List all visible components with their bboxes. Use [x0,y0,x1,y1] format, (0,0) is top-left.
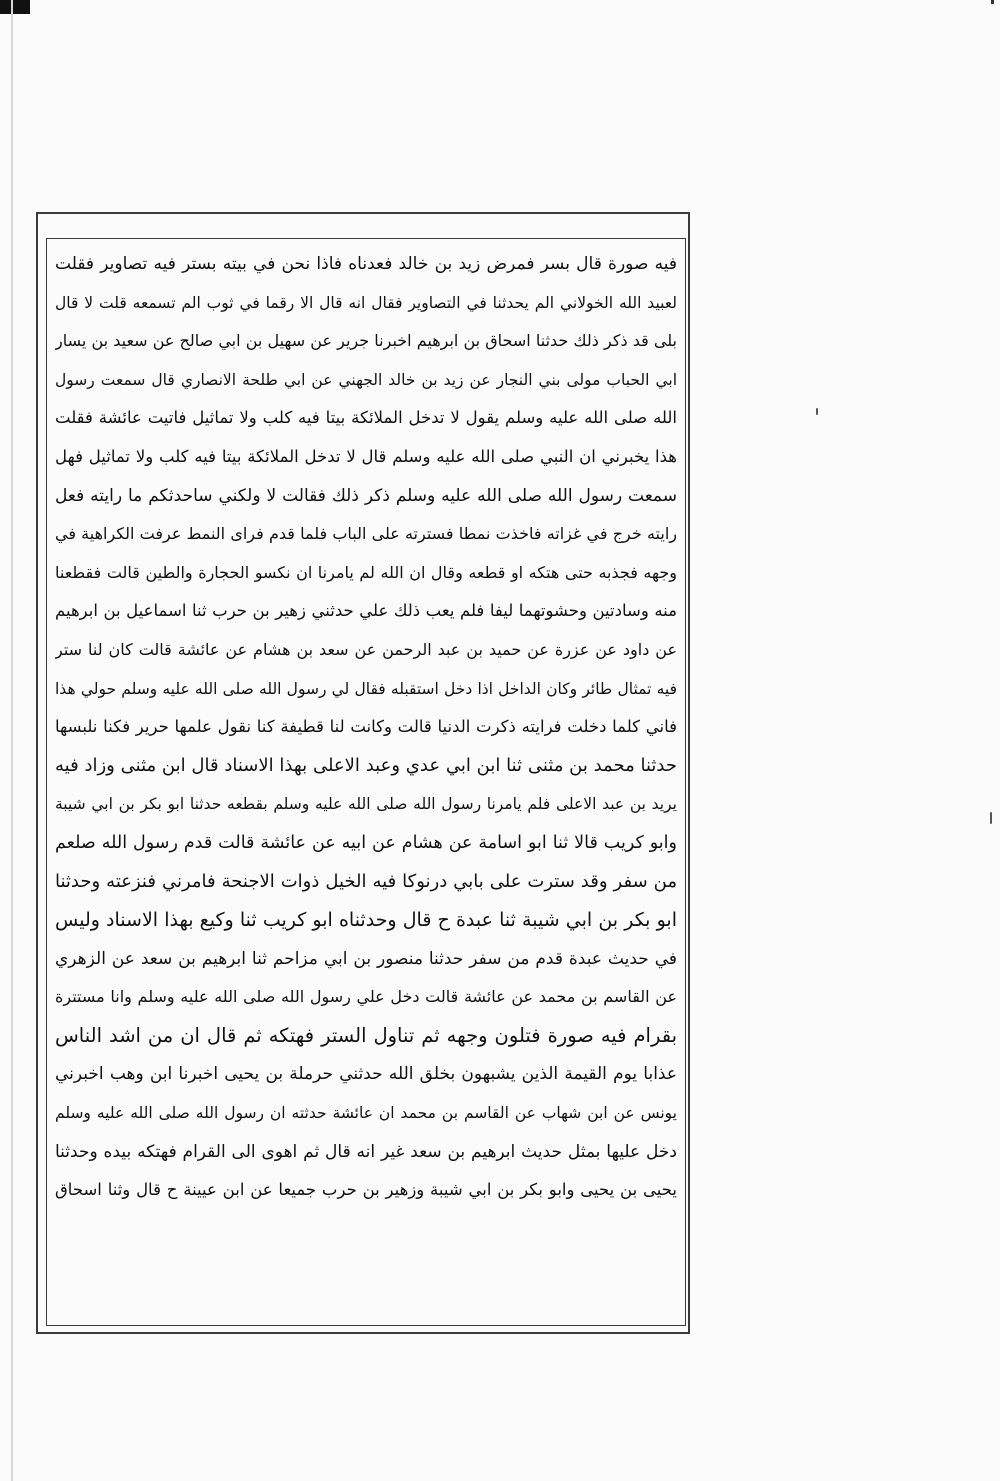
manuscript-line: لعبيد الله الخولاني الم يحدثنا في التصاوير فقال انه قال الا رقما في ثوب الم تسمعه قلت لا قال [55,293,677,312]
manuscript-line: سمعت رسول الله صلى الله عليه وسلم ذكر ذلك فقالت لا ولكني ساحدثكم ما رايته فعل [55,485,677,506]
manuscript-line: فيه تمثال طائر وكان الداخل اذا دخل استقبله فقال لي رسول الله صلى الله عليه وسلم حولي هذا [55,679,677,698]
manuscript-line: في حديث عبدة قدم من سفر حدثنا منصور بن ابي مزاحم ثنا ابرهيم بن سعد عن الزهري [55,948,677,969]
manuscript-line: عن القاسم بن محمد عن عائشة قالت دخل علي رسول الله صلى الله عليه وسلم وانا مستترة [55,987,677,1007]
manuscript-line: بقرام فيه صورة فتلون وجهه ثم تناول الستر فهتكه ثم قال ان من اشد الناس [55,1023,677,1047]
manuscript-line: دخل عليها بمثل حديث ابرهيم بن سعد غير انه قال ثم اهوى الى القرام فهتكه بيده وحدثنا [55,1141,677,1162]
manuscript-line: رايته خرج في غزاته فاخذت نمطا فسترته على الباب فلما قدم فراى النمط عرفت الكراهية في [55,524,677,544]
scan-corner-mark [0,0,30,14]
manuscript-text-block [55,245,677,1210]
manuscript-line: فاني كلما دخلت فرايته ذكرت الدنيا قالت وكانت لنا قطيفة كنا نقول علمها حرير فكنا نلبسها [55,717,677,737]
ink-speck [990,812,992,824]
manuscript-line: من سفر وقد سترت على بابي درنوكا فيه الخيل ذوات الاجنحة فامرني فنزعته وحدثنا [55,870,677,892]
manuscript-line: يريد بن عبد الاعلى فلم يامرنا رسول الله صلى الله عليه وسلم بقطعه حدثنا ابو بكر بن ابي شيبة [55,795,677,814]
manuscript-line: ابو بكر بن ابي شيبة ثنا عبدة ح قال وحدثناه ابو كريب ثنا وكيع بهذا الاسناد وليس [55,909,677,932]
manuscript-line: فيه صورة قال بسر فمرض زيد بن خالد فعدناه فاذا نحن في بيته بستر فيه تصاوير فقلت [55,254,677,274]
manuscript-line: عن داود عن عزرة عن حميد بن عبد الرحمن عن سعد بن هشام عن عائشة قالت كان لنا ستر [55,639,677,659]
scan-corner-mark-right [991,0,994,4]
manuscript-line: عذابا يوم القيمة الذين يشبهون بخلق الله حدثني حرملة بن يحيى اخبرنا ابن وهب اخبرني [55,1064,677,1085]
ink-speck [816,408,818,415]
manuscript-line: يحيى بن يحيى وابو بكر بن ابي شيبة وزهير بن حرب جميعا عن ابن عيينة ح قال وثنا اسحاق [55,1180,677,1200]
manuscript-line: ابي الحباب مولى بني النجار عن زيد بن خالد الجهني عن ابي طلحة الانصاري قال سمعت رسول [55,370,677,389]
page-binding-edge [11,0,13,1481]
manuscript-text-frame [46,238,686,1326]
manuscript-line: وجهه فجذبه حتى هتكه او قطعه وقال ان الله لم يامرنا ان نكسو الحجارة والطين قالت فقطعنا [55,562,677,582]
manuscript-line: الله صلى الله عليه وسلم يقول لا تدخل الملائكة بيتا فيه كلب ولا تماثيل فاتيت عائشة فقلت [55,408,677,428]
manuscript-line: وابو كريب قالا ثنا ابو اسامة عن هشام عن ابيه عن عائشة قالت قدم رسول الله صلعم [55,832,677,853]
manuscript-line: حدثنا محمد بن مثنى ثنا ابن ابي عدي وعبد الاعلى بهذا الاسناد قال ابن مثنى وزاد فيه [55,754,677,776]
manuscript-line: يونس عن ابن شهاب عن القاسم بن محمد ان عائشة حدثته ان رسول الله صلى الله عليه وسلم [55,1104,677,1123]
manuscript-line: هذا يخبرني ان النبي صلى الله عليه وسلم قال لا تدخل الملائكة بيتا فيه كلب ولا تماثيل فهل [55,446,677,466]
manuscript-line: منه وسادتين وحشوتهما ليفا فلم يعب ذلك علي حدثني زهير بن حرب ثنا اسماعيل بن ابرهيم [55,601,677,621]
manuscript-line: بلى قد ذكر ذلك حدثنا اسحاق بن ابرهيم اخبرنا جرير عن سهيل بن ابي صالح عن سعيد بن يسار [55,331,677,351]
